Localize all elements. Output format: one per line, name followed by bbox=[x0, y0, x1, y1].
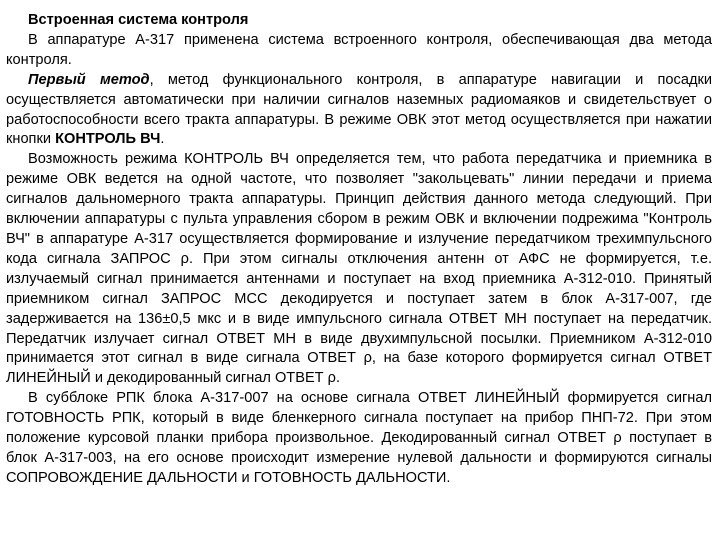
section-heading: Встроенная система контроля bbox=[28, 12, 249, 28]
first-method-end: . bbox=[160, 131, 165, 148]
paragraph-intro: В аппаратуре А-317 применена система встроенного контроля, обеспечивающая два метода контроля. bbox=[6, 31, 712, 68]
first-method-term: Первый метод bbox=[28, 71, 150, 88]
document-body bbox=[6, 11, 712, 489]
first-method-text: , метод функционального контроля, в аппаратуре навигации и посадки осуществляется автоматически при наличии сигналов наземных радиомаяков и свидетельствует о работоспособности всего тракта аппаратуры. В режиме ОВК этот метод осуществляется при нажатии кнопки bbox=[6, 71, 713, 148]
paragraph-first-method bbox=[6, 71, 712, 151]
button-name-kontrol-vch: КОНТРОЛЬ ВЧ bbox=[55, 131, 161, 148]
paragraph-rf-check: Возможность режима КОНТРОЛЬ ВЧ определяется тем, что работа передатчика и приемника в режиме ОВК ведется на одной частоте, что позволяет "закольцевать" линии передачи и приема сигналов дальномерного тракта аппаратуры. Принцип действия данного метода следующий. При включении аппаратуры с пульта управления сбором в режим ОВК и включении подрежима "Контроль ВЧ" в аппаратуре А-317 осуществляется формирование и излучение передатчиком трехимпульсного кода сигнала ЗАПРОС ρ. При этом сигналы отключения антенн от АФС не формируется, т.е. излучаемый сигнал принимается антеннами и поступает на вход приемника А-312-010. Принятый приемником сигнал ЗАПРОС МСС декодируется и поступает затем в блок А-317-007, где задерживается на 136±0,5 мкс и в виде импульсного сигнала ОТВЕТ МН поступает на передатчик. Передатчик излучает сигнал ОТВЕТ МН в виде двухимпульсной посылки. Приемником А-312-010 принимается этот сигнал в виде сигнала ОТВЕТ ρ, на базе которого формируется сигнал ОТВЕТ ЛИНЕЙНЫЙ и декодированный сигнал ОТВЕТ ρ. bbox=[6, 151, 712, 387]
paragraph-rpk-subunit: В субблоке РПК блока А-317-007 на основе сигнала ОТВЕТ ЛИНЕЙНЫЙ формируется сигнал ГОТОВНОСТЬ РПК, который в виде бленкерного сигнала поступает на прибор ПНП-72. При этом положение курсовой планки прибора произвольное. Декодированный сигнал ОТВЕТ ρ поступает в блок А-317-003, на его основе происходит измерение нулевой дальности и формируются сигналы СОПРОВОЖДЕНИЕ ДАЛЬНОСТИ и ГОТОВНОСТЬ ДАЛЬНОСТИ. bbox=[6, 390, 712, 486]
